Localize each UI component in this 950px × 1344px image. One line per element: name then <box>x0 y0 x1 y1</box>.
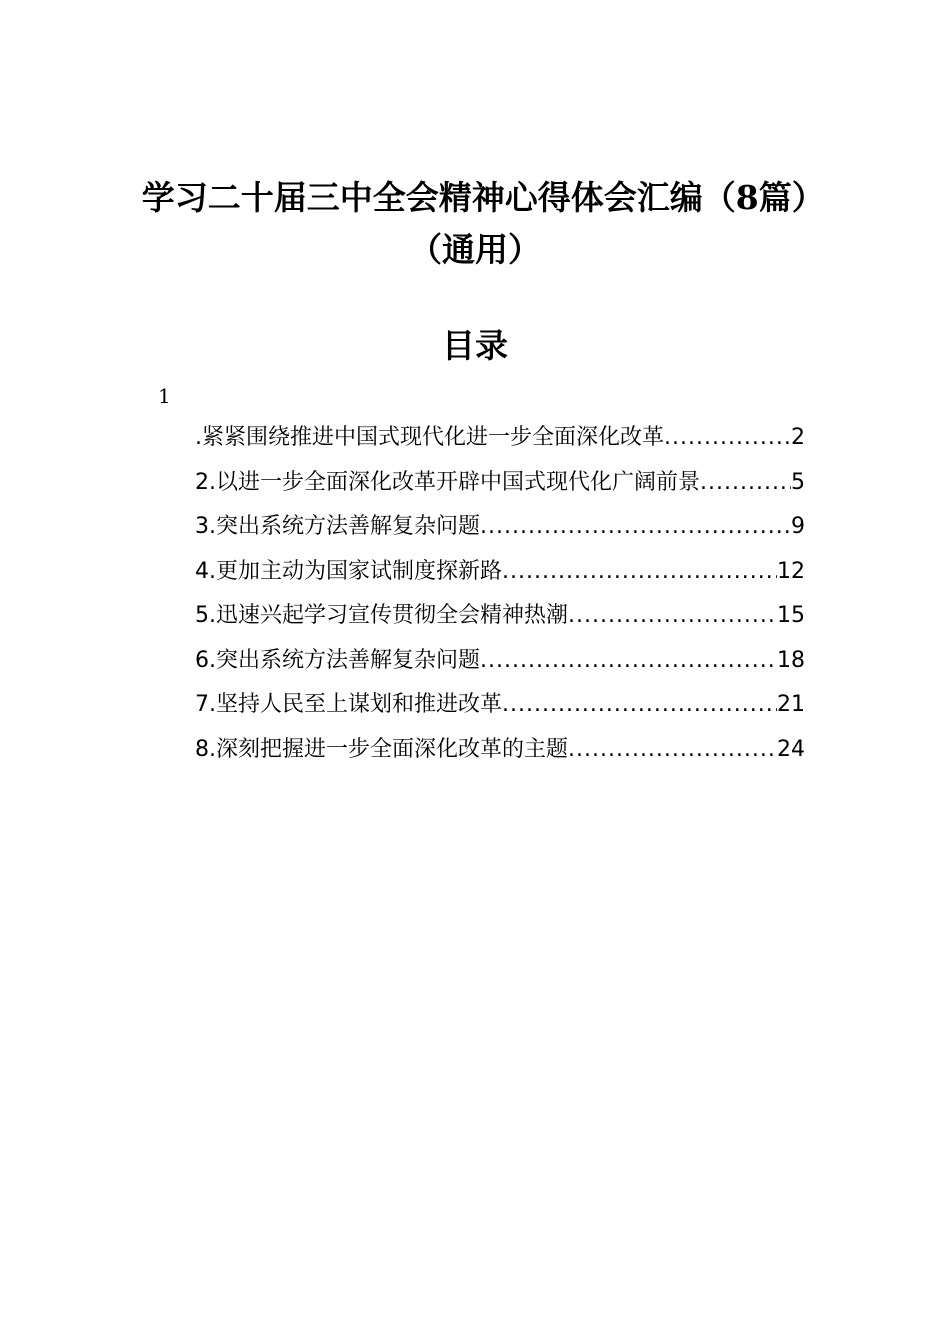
toc-heading: 目录 <box>442 326 508 365</box>
toc-entry-page: 2 <box>791 425 805 450</box>
toc-entry-label: 6.突出系统方法善解复杂问题 <box>195 647 480 673</box>
toc-leader-dots <box>480 514 791 539</box>
toc-entry-label: 7.坚持人民至上谋划和推进改革 <box>195 692 502 717</box>
toc-entry-5[interactable] <box>195 598 805 643</box>
toc-leader-dots <box>664 425 791 450</box>
toc-entry-7[interactable] <box>195 687 805 732</box>
toc-entry-2[interactable] <box>195 465 805 510</box>
toc-leader-dots <box>480 648 777 673</box>
toc-entry-label: 2.以进一步全面深化改革开辟中国式现代化广阔前景 <box>195 469 700 495</box>
toc-entry-page: 12 <box>777 558 805 584</box>
toc-entry-page: 24 <box>777 736 805 762</box>
toc-entry-page: 15 <box>777 603 805 628</box>
toc-entry-page: 21 <box>777 692 805 717</box>
toc-entry-page: 9 <box>791 514 805 539</box>
toc-entry-label: 4.更加主动为国家试制度探新路 <box>195 558 502 584</box>
toc-entry-label: .紧紧围绕推进中国式现代化进一步全面深化改革 <box>195 425 664 450</box>
toc-stray-number: 1 <box>158 384 171 408</box>
toc-leader-dots <box>700 470 791 495</box>
toc-entry-8[interactable] <box>195 732 805 777</box>
toc-entry-3[interactable] <box>195 509 805 554</box>
toc-entry-page: 5 <box>791 469 805 495</box>
toc-entry-label: 3.突出系统方法善解复杂问题 <box>195 514 480 539</box>
toc-entry-label: 5.迅速兴起学习宣传贯彻全会精神热潮 <box>195 603 568 628</box>
toc-entry-1[interactable] <box>195 420 805 465</box>
toc-entry-6[interactable] <box>195 643 805 688</box>
toc-entry-page: 18 <box>777 647 805 673</box>
toc-entry-4[interactable] <box>195 554 805 599</box>
document-title: 学习二十届三中全会精神心得体会汇编（8篇）（通用） <box>141 178 809 269</box>
toc-leader-dots <box>568 737 777 762</box>
table-of-contents <box>195 420 805 776</box>
toc-leader-dots <box>568 603 777 628</box>
toc-leader-dots <box>502 559 777 584</box>
toc-entry-label: 8.深刻把握进一步全面深化改革的主题 <box>195 736 568 762</box>
toc-leader-dots <box>502 692 777 717</box>
